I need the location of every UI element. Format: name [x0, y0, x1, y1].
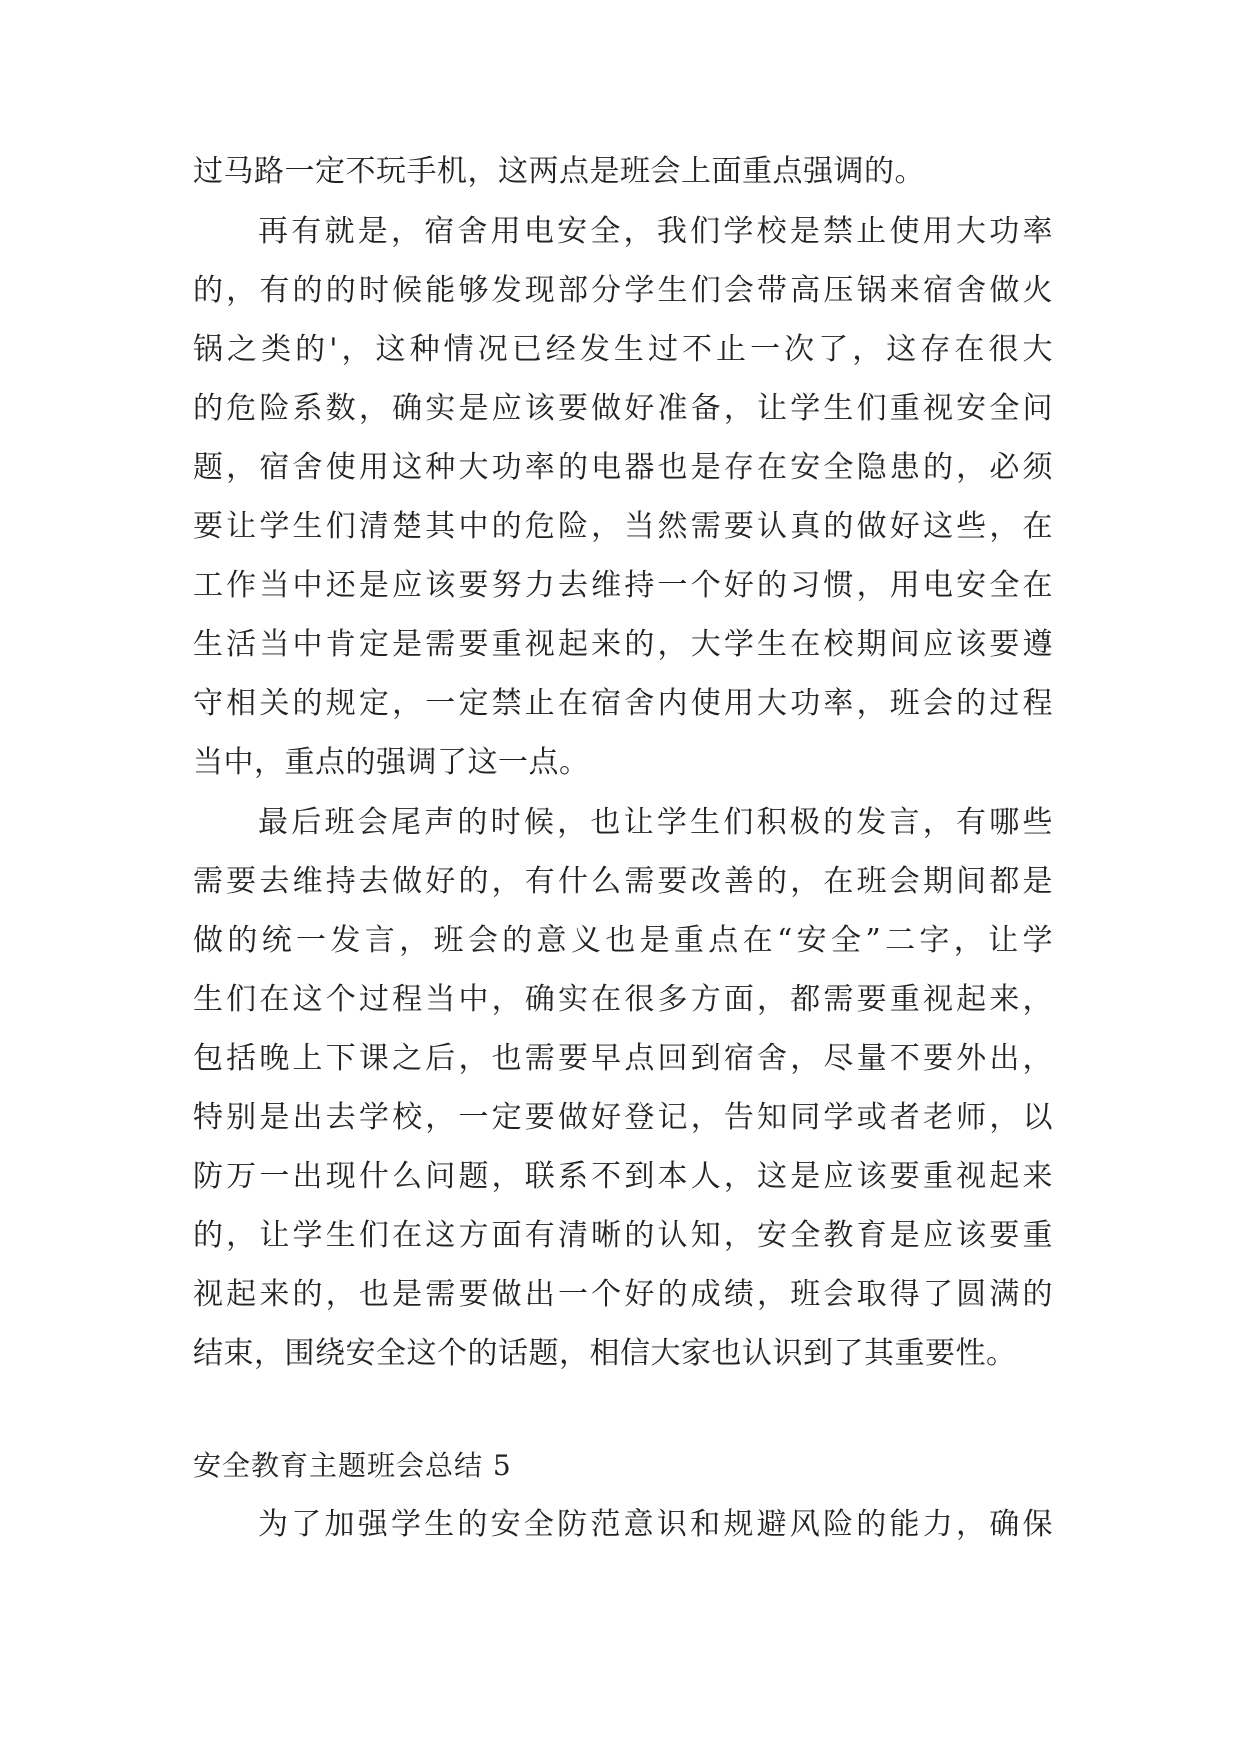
text-line: 的，让学生们在这方面有清晰的认知，安全教育是应该要重 — [193, 1218, 1053, 1253]
text-line: 视起来的，也是需要做出一个好的成绩，班会取得了圆满的 — [193, 1277, 1053, 1312]
text-line: 锅之类的'，这种情况已经发生过不止一次了，这存在很大 — [193, 332, 1053, 367]
text-line: 结束，围绕安全这个的话题，相信大家也认识到了其重要性。 — [193, 1336, 1017, 1371]
text-line: 生们在这个过程当中，确实在很多方面，都需要重视起来， — [193, 982, 1053, 1017]
text-line: 防万一出现什么问题，联系不到本人，这是应该要重视起来 — [193, 1159, 1053, 1194]
text-line: 过马路一定不玩手机，这两点是班会上面重点强调的。 — [193, 154, 925, 189]
text-line: 工作当中还是应该要努力去维持一个好的习惯，用电安全在 — [193, 568, 1053, 603]
text-line: 包括晚上下课之后，也需要早点回到宿舍，尽量不要外出， — [193, 1041, 1053, 1076]
text-line: 要让学生们清楚其中的危险，当然需要认真的做好这些，在 — [193, 509, 1053, 544]
text-line: 做的统一发言，班会的意义也是重点在“安全”二字，让学 — [193, 923, 1053, 958]
text-line: 守相关的规定，一定禁止在宿舍内使用大功率，班会的过程 — [193, 686, 1053, 721]
text-line: 的，有的的时候能够发现部分学生们会带高压锅来宿舍做火 — [193, 273, 1053, 308]
text-line: 题，宿舍使用这种大功率的电器也是存在安全隐患的，必须 — [193, 450, 1053, 485]
text-line: 再有就是，宿舍用电安全，我们学校是禁止使用大功率 — [258, 214, 1053, 249]
text-line: 的危险系数，确实是应该要做好准备，让学生们重视安全问 — [193, 391, 1053, 426]
text-line: 特别是出去学校，一定要做好登记，告知同学或者老师，以 — [193, 1100, 1053, 1135]
text-line: 当中，重点的强调了这一点。 — [193, 745, 590, 780]
text-line: 生活当中肯定是需要重视起来的，大学生在校期间应该要遵 — [193, 627, 1053, 662]
text-line: 为了加强学生的安全防范意识和规避风险的能力，确保 — [258, 1507, 1053, 1542]
text-line: 最后班会尾声的时候，也让学生们积极的发言，有哪些 — [258, 805, 1053, 840]
text-line: 需要去维持去做好的，有什么需要改善的，在班会期间都是 — [193, 864, 1053, 899]
section-heading: 安全教育主题班会总结 5 — [193, 1449, 512, 1482]
